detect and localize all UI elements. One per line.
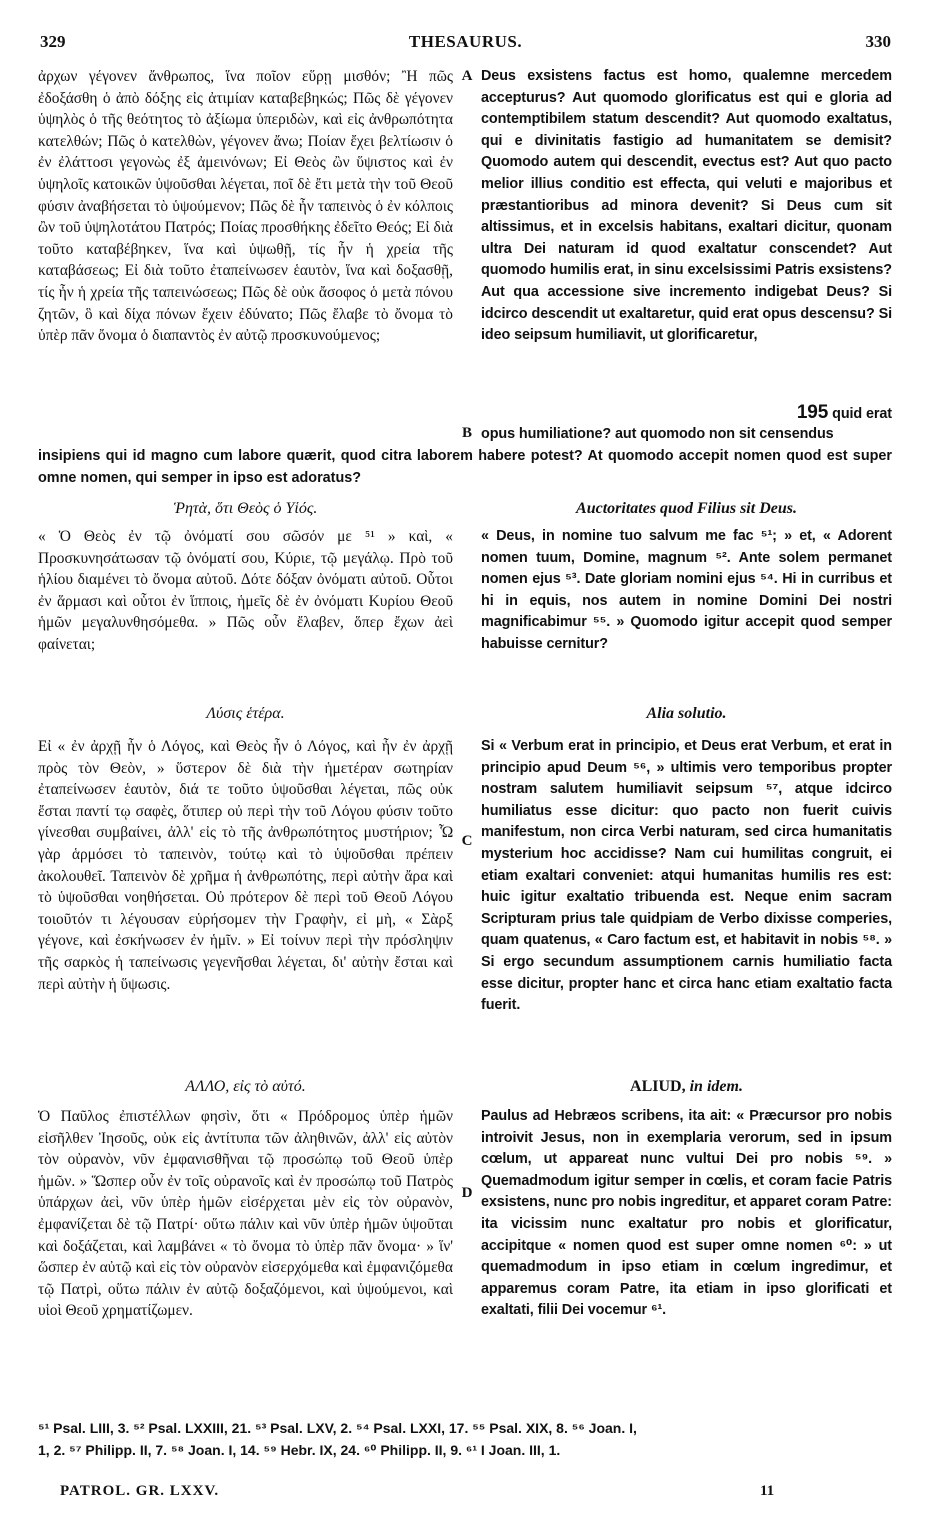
greek-paragraph-4: Ὁ Παῦλος ἐπιστέλλων φησὶν, ὅτι « Πρόδρομος ὑπὲρ ἡμῶν εἰσῆλθεν Ἰησοῦς, οὐκ εἰς ἀντίτυπα τῶν ἀληθινῶν, ἀλλ' εἰς αὐτὸν τὸν οὐρανὸν, νῦν ἐμφανισθῆναι τῷ προσώπῳ τοῦ Θεοῦ ὑπὲρ ἡμῶν. » Ὥσπερ οὖν ἐν τοῖς οὐρανοῖς καὶ ἐν προσώπῳ τοῦ Πατρὸς ὑπάρχων ἀεὶ, νῦν ὑπὲρ ἡμῶν εἰσέρχεται μὲν εἰς τὸν οὐρανὸν, ἐμφανίζεται δὲ τῷ Πατρί· οὕτω πάλιν καὶ νῦν ὑπὲρ ἡμῶν ὑψοῦται καὶ δοξάζεται, καὶ λαμβάνει « τὸ ὄνομα τὸ ὑπὲρ πᾶν ὄνομα· » ἵν' ὥσπερ ἐν αὐτῷ καὶ εἰς τὸν οὐρανὸν εἰσερχόμεθα καὶ ἐμφανιζόμεθα τῷ Πατρὶ, οὕτω πάλιν ἐν αὐτῷ δοξαζόμενοι, καὶ ὑψούμενοι, καὶ υἱοὶ Θεοῦ χρηματίζωμεν. (38, 1108, 453, 1320)
greek-heading-3: ΑΛΛΟ, εἰς τὸ αὐτό. (185, 1078, 306, 1095)
greek-heading-2: Λύσις ἑτέρα. (206, 705, 285, 722)
latin-heading-2: Alia solutio. (646, 705, 727, 722)
margin-letter-c: C (461, 833, 473, 849)
patrologia-signature: PATROL. GR. LXXV. (60, 1483, 220, 1499)
latin-heading-1: Auctoritates quod Filius sit Deus. (576, 500, 797, 517)
page-number-left: 329 (40, 32, 66, 51)
latin-full-width-line: insipiens qui id magno cum labore quærit, quod citra laborem habere potest? At quomodo accepit nomen quod est super omne nomen, qui semper in ipso est adoratus? (38, 448, 892, 486)
footnote-line-2: 1, 2. ⁵⁷ Philipp. II, 7. ⁵⁸ Joan. I, 14. ⁵⁹ Hebr. IX, 24. ⁶⁰ Philipp. II, 9. ⁶¹ I Joan. III, 1. (38, 1442, 561, 1458)
latin-paragraph-1-continued: opus humiliatione? aut quomodo non sit censendus (481, 426, 834, 442)
margin-letter-d: D (461, 1185, 473, 1201)
latin-heading-3-italic: in idem. (689, 1078, 743, 1095)
latin-heading-3 (481, 1078, 892, 1096)
latin-paragraph-1-tail: quid erat (832, 406, 892, 422)
page-number-right: 330 (865, 32, 891, 51)
column-number: 195 (796, 402, 829, 423)
latin-paragraph-1: Deus exsistens factus est homo, qualemne mercedem accepturus? Aut quomodo glorificatus est qui e gloria ad contemptibilem statum descendit? Aut quomodo exaltatus, qui e divinitatis fastigio ad humanitatem se demisit? Quomodo autem qui descendit, evectus est? Aut quo pacto melior illius conditio est effecta, qui veluti e majoribus et præstantioribus ad minora devenit? Si Deus cum sit altissimus, et in excelsis habitans, exaltari dicitur, quonam ultra Dei naturam id quod exaltatur conscendet? Aut quomodo humilis erat, in sinu excelsissimi Patris exsistens? Aut qua accessione sive incremento indigebat Deus? Si idcirco descendit ut exaltaretur, quid erat opus descensu? Si ideo seipsum humiliavit, ut glorificaretur, (481, 68, 892, 344)
latin-paragraph-3: Si « Verbum erat in principio, et Deus erat Verbum, et erat in principio apud Deum ⁵⁶, » ultimis vero temporibus propter nostram salutem humiliavit seipsum ⁵⁷, atque idcirco humiliatus esse dicitur: quo pacto non fuerit cuivis manifestum, non circa Verbi naturam, sed circa humanitatis mysterium hoc accidisse? Nam cui humilitas congruit, ei etiam exaltari conveniet: atqui humanitas humilis res est: huic igitur exaltatio tribuenda est. Neque enim sacram Scripturam prius tale quidpiam de Verbo dixisse comperies, quam quatenus, « Caro factum est, et habitavit in nobis ⁵⁸. » Si ergo secundum assumptionem carnis humiliatio facta esse dicitur, propter hanc et circa hanc etiam exaltatio facta fuerit. (481, 738, 892, 1014)
margin-letter-b: B (461, 425, 472, 441)
latin-paragraph-4: Paulus ad Hebræos scribens, ita ait: « Præcursor pro nobis introivit Jesus, non in exemplaria verorum, sed in ipsum cœlum, ut appareat nunc vultui Dei pro nobis ⁵⁹. » Quemadmodum igitur semper in cœlis, et coram facie Patris exsistens, nunc pro nobis ingreditur, et apparet coram Patre: ita vicissim nunc exaltatur pro nobis et glorificatur, accipitque « nomen quod est super omne nomen ⁶⁰: » ut quemadmodum in ipso etiam in cœlum ingredimur, et apparemus coram Patre, ita etiam in ipso glorificati et exaltati, filii Dei vocemur ⁶¹. (481, 1108, 892, 1319)
greek-paragraph-1: ἀρχων γέγονεν ἄνθρωπος, ἵνα ποῖον εὕρῃ μισθόν; Ἢ πῶς ἐδοξάσθη ὁ ἀπὸ δόξης εἰς ἀτιμίαν καταβεβηκώς; Πῶς δὲ γέγονεν ὑψηλὸς ὁ τῆς θεότητος τὸ ἀξίωμα ὑπεριδὼν, καὶ εἰς ἀνθρωπότητα κατελθών; Πῶς ὁ κατελθὼν, γέγονεν ἄνω; Ποίαν ἔχει βελτίωσιν ὁ ἐν ἐλάττοσι γεγονὼς ἐξ ἀμεινόνων; Εἰ Θεὸς ὢν ὕψιστος καὶ ἐν ὑψηλοῖς κατοικῶν ὑψοῦσθαι λέγεται, ποῖ δὲ ἔτι μετὰ τὴν τοῦ Θεοῦ φύσιν ἀναβήσεται τὸ ὑψούμενον; Πῶς δὲ ἦν ταπεινὸς ὁ ἐν κόλποις ὢν τοῦ ὑψηλοτάτου Πατρός; Ποίας προσθήκης ἐδεῖτο Θεός; Εἰ διὰ τοῦτο καταβέβηκεν, ἵνα καὶ ὑψωθῇ, τίς ἦν ἡ χρεία τῆς καταβάσεως; Εἰ διὰ τοῦτο ἐταπείνωσεν ἑαυτὸν, ἵνα καὶ δοξασθῇ, τίς ἦν ἡ χρεία τῆς ταπεινώσεως; Πῶς δὲ οὐκ ἄσοφος ὁ μετὰ πόνου ζητῶν, ὃ καὶ δίχα πόνων ἔχειν ἐδύνατο; Πῶς ἔλαβε τὸ ὄνομα τὸ ὑπὲρ πᾶν ὄνομα ὁ διαπαντὸς ἐν αὐτῷ προσκυνούμενος; (38, 68, 453, 345)
footnote-line-1: ⁵¹ Psal. LIII, 3. ⁵² Psal. LXXIII, 21. ⁵³ Psal. LXV, 2. ⁵⁴ Psal. LXXI, 17. ⁵⁵ Psal. XIX, 8. ⁵⁶ Joan. I, (38, 1420, 637, 1436)
latin-heading-3-caps: ALIUD, (630, 1078, 686, 1095)
latin-paragraph-2: « Deus, in nomine tuo salvum me fac ⁵¹; » et, « Adorent nomen tuum, Domine, magnum ⁵². Ante solem permanet nomen ejus ⁵³. Date gloriam nomini ejus ⁵⁴. Hi in curribus et hi in equis, nos autem in nomine Domini Dei nostri magnificabimur ⁵⁵. » Quomodo igitur accepit quod semper habuisse cernitur? (481, 528, 892, 652)
running-head (40, 32, 891, 56)
gathering-signature: 11 (760, 1483, 775, 1499)
margin-letter-a: A (461, 68, 473, 84)
latin-column-marker-line (481, 402, 892, 426)
running-title: THESAURUS. (408, 32, 523, 51)
greek-paragraph-3: Εἰ « ἐν ἀρχῇ ἦν ὁ Λόγος, καὶ Θεὸς ἦν ὁ Λόγος, καὶ ἦν ἐν ἀρχῇ πρὸς τὸν Θεὸν, » ὕστερον δὲ διὰ τὴν ἡμετέραν σωτηρίαν ἐταπείνωσεν ἑαυτὸν, διά τε τοῦτο ὑψοῦσθαι λέγεται, πῶς οὐκ ἔσται παντί τῳ σαφὲς, ὅτιπερ οὐ περὶ τὴν τοῦ Λόγου φύσιν τοῦτο γίνεσθαι συμβαίνει, ἀλλ' εἰς τὸ τῆς ἀνθρωπότητος μυστήριον; Ὧ γὰρ ἁρμόσει τὸ ταπεινὸν, τούτῳ καὶ τὸ ὑψοῦσθαι πρέπειν ἀκολουθεῖ. Ταπεινὸν δὲ χρῆμα ἡ ἀνθρωπότης, περὶ αὐτὴν ἄρα καὶ τὸ ὑψοῦσθαι νοηθήσεται. Οὐ πρότερον δὲ περὶ τοῦ Θεοῦ Λόγου τοιοῦτόν τι λέγουσαν εὑρήσομεν τὴν Γραφὴν, εἰ μὴ, « Σὰρξ γέγονε, καὶ ἐσκήνωσεν ἐν ἡμῖν. » Εἰ τοίνυν περὶ τὴν πρόσληψιν τῆς σαρκὸς ἡ ταπείνωσις γεγενῆσθαι λέγεται, δι' αὐτὴν ἔσται καὶ περὶ αὐτὴν ἡ ὕψωσις. (38, 738, 453, 993)
greek-paragraph-2: « Ὁ Θεὸς ἐν τῷ ὀνόματί σου σῶσόν με ⁵¹ » καὶ, « Προσκυνησάτωσαν τῷ ὀνόματί σου, Κύριε, τῷ μεγάλῳ. Πρὸ τοῦ ἡλίου διαμένει τὸ ὄνομα αὐτοῦ. Δότε δόξαν ὀνόματι αὐτοῦ. Οὗτοι ἐν ἅρμασι καὶ οὗτοι ἐν ἵπποις, ἡμεῖς δὲ ἐν ὀνόματι Κυρίου Θεοῦ ἡμῶν μεγαλυνθησόμεθα. » Πῶς οὖν ἔλαβεν, ὅπερ ἔχων ἀεὶ φαίνεται; (38, 528, 453, 653)
greek-heading-1: Ῥητὰ, ὅτι Θεὸς ὁ Υἱός. (173, 500, 318, 517)
